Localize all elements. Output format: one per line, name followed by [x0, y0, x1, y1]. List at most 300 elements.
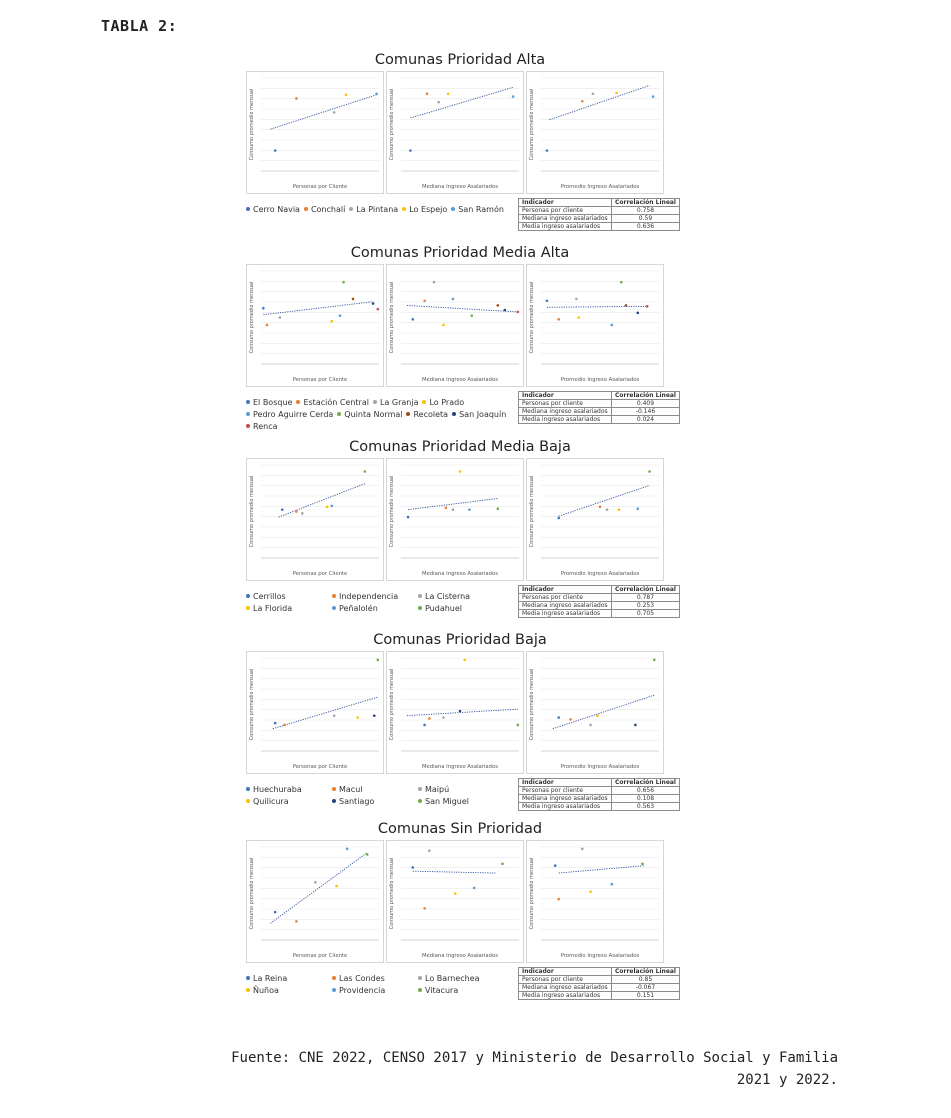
data-point	[581, 100, 584, 103]
data-point	[471, 314, 474, 317]
scatter-chart	[247, 72, 383, 193]
data-point	[636, 312, 639, 315]
legend-label: Pedro Aguirre Cerda	[253, 410, 334, 419]
data-point	[452, 508, 455, 511]
indicator-header: Indicador	[519, 586, 612, 594]
section-title: Comunas Prioridad Media Alta	[350, 245, 570, 261]
x-axis-label: Mediana Ingreso Asalariados	[421, 953, 499, 959]
y-axis-label: Consumo promedio mensual	[249, 281, 255, 354]
indicator-header: Indicador	[519, 392, 612, 400]
scatter-promedio-ingreso	[526, 458, 664, 581]
legend-label: Peñalolén	[339, 604, 378, 613]
data-point	[653, 659, 656, 662]
data-point	[606, 508, 609, 511]
data-point	[333, 111, 336, 114]
legend	[246, 973, 516, 997]
scatter-promedio-ingreso	[526, 71, 664, 194]
data-point	[473, 887, 476, 890]
legend-item	[349, 204, 398, 216]
data-point	[496, 304, 499, 307]
legend-item	[332, 591, 418, 603]
data-point	[554, 864, 557, 867]
y-axis-label: Consumo promedio mensual	[249, 668, 255, 741]
x-axis-label: Mediana Ingreso Asalariados	[421, 377, 499, 383]
legend-marker-icon	[332, 976, 336, 980]
legend-item	[451, 204, 504, 216]
legend-label: Lo Prado	[429, 398, 465, 407]
legend-item	[332, 985, 418, 997]
legend-item	[422, 397, 464, 409]
data-point	[452, 298, 455, 301]
data-point	[501, 862, 504, 865]
trendline	[410, 87, 513, 118]
scatter-mediana-ingreso	[386, 651, 524, 774]
y-axis-label: Consumo promedio mensual	[249, 857, 255, 930]
legend-item	[332, 784, 418, 796]
legend-label: Lo Barnechea	[425, 974, 480, 983]
legend-label: San Miguel	[425, 797, 470, 806]
legend	[246, 784, 516, 808]
correlation-value: 0.656	[611, 787, 679, 795]
legend-label: Conchalí	[310, 205, 346, 214]
correlation-value: 0.85	[611, 976, 679, 984]
legend-label: Quilicura	[253, 797, 289, 806]
legend-item	[332, 603, 418, 615]
data-point	[366, 853, 369, 856]
correlation-header: Correlación Lineal	[611, 586, 679, 594]
indicator-label: Media ingreso asalariados	[519, 223, 612, 231]
correlation-table	[518, 967, 680, 1000]
data-point	[546, 299, 549, 302]
legend-item	[246, 409, 333, 421]
legend-label: Renca	[253, 422, 278, 431]
x-axis-label: Personas por Cliente	[292, 953, 348, 959]
data-point	[279, 316, 282, 319]
indicator-label: Mediana ingreso asalariados	[519, 795, 612, 803]
legend-item	[246, 204, 300, 216]
data-point	[437, 101, 440, 104]
legend-label: Maipú	[425, 785, 450, 794]
data-point	[345, 93, 348, 96]
legend-label: El Bosque	[253, 398, 293, 407]
legend-marker-icon	[418, 988, 422, 992]
correlation-value: 0.636	[611, 223, 679, 231]
data-point	[333, 714, 336, 717]
legend-item	[246, 591, 332, 603]
legend-label: La Reina	[253, 974, 288, 983]
data-point	[356, 716, 359, 719]
x-axis-label: Mediana Ingreso Asalariados	[421, 764, 499, 770]
trendline	[408, 498, 498, 509]
legend-marker-icon	[246, 424, 250, 428]
data-point	[266, 324, 269, 327]
section-prioridad-media-baja	[240, 436, 680, 625]
trendline	[273, 697, 378, 729]
scatter-chart	[247, 459, 383, 580]
legend-label: Cerro Navia	[253, 205, 300, 214]
y-axis-label: Consumo promedio mensual	[389, 281, 395, 354]
data-point	[557, 716, 560, 719]
indicator-header: Indicador	[519, 199, 612, 207]
legend-marker-icon	[451, 207, 455, 211]
legend	[246, 591, 516, 615]
data-point	[428, 717, 431, 720]
scatter-mediana-ingreso	[386, 458, 524, 581]
data-point	[611, 883, 614, 886]
correlation-header: Correlación Lineal	[611, 968, 679, 976]
data-point	[364, 470, 367, 473]
legend-label: Lo Espejo	[409, 205, 448, 214]
section-sin-prioridad	[240, 818, 680, 1007]
legend-marker-icon	[349, 207, 353, 211]
data-point	[468, 508, 471, 511]
data-point	[496, 507, 499, 510]
scatter-promedio-ingreso	[526, 840, 664, 963]
x-axis-label: Personas por Cliente	[292, 571, 348, 577]
legend-marker-icon	[246, 799, 250, 803]
scatter-chart	[387, 652, 523, 773]
scatter-chart	[387, 841, 523, 962]
legend-marker-icon	[332, 606, 336, 610]
data-point	[634, 724, 637, 727]
trendline	[407, 709, 518, 716]
legend-marker-icon	[332, 799, 336, 803]
correlation-header: Correlación Lineal	[611, 392, 679, 400]
legend-item	[246, 397, 292, 409]
data-point	[589, 724, 592, 727]
legend-item	[418, 591, 504, 603]
data-point	[575, 298, 578, 301]
trendline	[270, 95, 376, 129]
legend-item	[332, 796, 418, 808]
correlation-value: -0.146	[611, 408, 679, 416]
trendline	[559, 866, 645, 873]
correlation-value: 0.253	[611, 602, 679, 610]
indicator-label: Mediana ingreso asalariados	[519, 984, 612, 992]
data-point	[423, 907, 426, 910]
data-point	[375, 93, 378, 96]
trendline	[407, 305, 518, 312]
legend-label: La Granja	[379, 398, 419, 407]
legend-item	[246, 421, 278, 433]
data-point	[274, 911, 277, 914]
scatter-chart	[387, 459, 523, 580]
scatter-chart	[387, 72, 523, 193]
table-heading: TABLA 2:	[101, 17, 178, 35]
legend-marker-icon	[246, 412, 250, 416]
legend-label: Independencia	[339, 592, 399, 601]
correlation-table	[518, 778, 680, 811]
indicator-label: Media ingreso asalariados	[519, 416, 612, 424]
scatter-chart	[527, 459, 663, 580]
correlation-value: 0.563	[611, 803, 679, 811]
legend-label: Huechuraba	[253, 785, 302, 794]
data-point	[569, 718, 572, 721]
legend-item	[246, 784, 332, 796]
trendline	[553, 695, 654, 728]
legend-item	[373, 397, 419, 409]
y-axis-label: Consumo promedio mensual	[389, 857, 395, 930]
data-point	[611, 324, 614, 327]
legend-item	[246, 603, 332, 615]
legend-label: Santiago	[339, 797, 375, 806]
data-point	[599, 506, 602, 509]
data-point	[274, 722, 277, 725]
legend-marker-icon	[246, 988, 250, 992]
y-axis-label: Consumo promedio mensual	[249, 88, 255, 161]
data-point	[646, 305, 649, 308]
legend-marker-icon	[422, 400, 426, 404]
scatter-mediana-ingreso	[386, 840, 524, 963]
data-point	[592, 93, 595, 96]
legend-marker-icon	[246, 606, 250, 610]
data-point	[314, 881, 317, 884]
legend-item	[246, 973, 332, 985]
legend-marker-icon	[246, 207, 250, 211]
data-point	[504, 309, 507, 312]
indicator-label: Personas por cliente	[519, 400, 612, 408]
y-axis-label: Consumo promedio mensual	[389, 88, 395, 161]
data-point	[335, 885, 338, 888]
data-point	[342, 281, 345, 284]
data-point	[447, 93, 450, 96]
correlation-value: 0.024	[611, 416, 679, 424]
scatter-mediana-ingreso	[386, 71, 524, 194]
data-point	[326, 506, 329, 509]
scatter-promedio-ingreso	[526, 264, 664, 387]
data-point	[409, 149, 412, 152]
data-point	[557, 898, 560, 901]
legend-item	[406, 409, 448, 421]
scatter-chart	[247, 265, 383, 386]
indicator-label: Mediana ingreso asalariados	[519, 215, 612, 223]
source-footnote	[0, 1047, 838, 1091]
data-point	[512, 95, 515, 98]
data-point	[641, 862, 644, 865]
legend-marker-icon	[246, 400, 250, 404]
correlation-table	[518, 585, 680, 618]
legend-marker-icon	[402, 207, 406, 211]
y-axis-label: Consumo promedio mensual	[529, 857, 535, 930]
data-point	[459, 710, 462, 713]
data-point	[339, 314, 342, 317]
legend-marker-icon	[418, 594, 422, 598]
data-point	[557, 517, 560, 520]
indicator-label: Mediana ingreso asalariados	[519, 408, 612, 416]
correlation-value: 0.705	[611, 610, 679, 618]
legend-marker-icon	[452, 412, 456, 416]
correlation-value: -0.067	[611, 984, 679, 992]
legend-marker-icon	[246, 594, 250, 598]
data-point	[445, 506, 448, 509]
legend-marker-icon	[332, 594, 336, 598]
legend-marker-icon	[373, 400, 377, 404]
data-point	[331, 505, 334, 508]
legend-label: Macul	[339, 785, 363, 794]
data-point	[652, 95, 655, 98]
indicator-label: Personas por cliente	[519, 207, 612, 215]
data-point	[346, 848, 349, 851]
correlation-value: 0.108	[611, 795, 679, 803]
scatter-chart	[527, 841, 663, 962]
x-axis-label: Promedio Ingreso Asalariados	[560, 571, 640, 577]
legend-label: Pudahuel	[425, 604, 463, 613]
section-title: Comunas Prioridad Baja	[373, 632, 547, 648]
trendline	[263, 302, 373, 315]
correlation-value: 0.59	[611, 215, 679, 223]
trendline	[559, 485, 650, 516]
data-point	[442, 716, 445, 719]
data-point	[412, 318, 415, 321]
legend-item	[337, 409, 402, 421]
scatter-chart	[527, 72, 663, 193]
scatter-chart	[247, 652, 383, 773]
data-point	[596, 714, 599, 717]
legend-item	[304, 204, 345, 216]
data-point	[407, 516, 410, 519]
y-axis-label: Consumo promedio mensual	[529, 668, 535, 741]
data-point	[546, 149, 549, 152]
data-point	[295, 97, 298, 100]
correlation-table	[518, 198, 680, 231]
legend-label: Quinta Normal	[344, 410, 403, 419]
scatter-chart	[247, 841, 383, 962]
legend-marker-icon	[337, 412, 341, 416]
x-axis-label: Mediana Ingreso Asalariados	[421, 184, 499, 190]
correlation-value: 0.758	[611, 207, 679, 215]
correlation-header: Correlación Lineal	[611, 199, 679, 207]
correlation-value: 0.409	[611, 400, 679, 408]
data-point	[557, 318, 560, 321]
data-point	[618, 508, 621, 511]
indicator-label: Media ingreso asalariados	[519, 992, 612, 1000]
legend-label: La Pintana	[356, 205, 399, 214]
legend-label: Ñuñoa	[253, 986, 279, 995]
data-point	[377, 308, 380, 311]
legend-label: Recoleta	[413, 410, 449, 419]
legend-label: Providencia	[339, 986, 386, 995]
x-axis-label: Personas por Cliente	[292, 184, 348, 190]
data-point	[283, 724, 286, 727]
indicator-label: Media ingreso asalariados	[519, 803, 612, 811]
legend-marker-icon	[304, 207, 308, 211]
scatter-plots	[240, 651, 680, 778]
section-prioridad-alta	[240, 49, 680, 238]
legend-label: Estación Central	[303, 398, 369, 407]
correlation-value: 0.151	[611, 992, 679, 1000]
section-title: Comunas Prioridad Alta	[374, 52, 546, 68]
legend-item	[418, 784, 504, 796]
source-line-1: Fuente: CNE 2022, CENSO 2017 y Ministerio de Desarrollo Social y Familia	[231, 1050, 838, 1066]
x-axis-label: Promedio Ingreso Asalariados	[560, 764, 640, 770]
scatter-chart	[387, 265, 523, 386]
x-axis-label: Personas por Cliente	[292, 377, 348, 383]
data-point	[463, 659, 466, 662]
indicator-label: Media ingreso asalariados	[519, 610, 612, 618]
indicator-label: Personas por cliente	[519, 594, 612, 602]
scatter-personas-por-cliente	[246, 651, 384, 774]
legend-marker-icon	[246, 976, 250, 980]
x-axis-label: Personas por Cliente	[292, 764, 348, 770]
data-point	[412, 866, 415, 869]
data-point	[581, 848, 584, 851]
data-point	[423, 724, 426, 727]
data-point	[423, 299, 426, 302]
scatter-chart	[527, 265, 663, 386]
indicator-label: Personas por cliente	[519, 976, 612, 984]
data-point	[372, 302, 375, 305]
legend-label: Vitacura	[425, 986, 459, 995]
trendline	[413, 871, 496, 873]
data-point	[620, 281, 623, 284]
section-title: Comunas Prioridad Media Baja	[349, 439, 571, 455]
data-point	[301, 512, 304, 515]
data-point	[636, 507, 639, 510]
legend-item	[418, 603, 504, 615]
trendline	[270, 853, 367, 924]
y-axis-label: Consumo promedio mensual	[389, 475, 395, 548]
data-point	[433, 281, 436, 284]
legend	[246, 397, 516, 433]
data-point	[615, 92, 618, 95]
data-point	[517, 311, 520, 314]
correlation-value: 0.787	[611, 594, 679, 602]
scatter-personas-por-cliente	[246, 458, 384, 581]
data-point	[274, 149, 277, 152]
indicator-label: Personas por cliente	[519, 787, 612, 795]
data-point	[426, 93, 429, 96]
data-point	[459, 470, 462, 473]
scatter-plots	[240, 840, 680, 967]
legend-marker-icon	[418, 606, 422, 610]
legend-marker-icon	[418, 799, 422, 803]
data-point	[517, 724, 520, 727]
x-axis-label: Mediana Ingreso Asalariados	[421, 571, 499, 577]
legend-label: San Joaquín	[459, 410, 507, 419]
legend-marker-icon	[406, 412, 410, 416]
scatter-plots	[240, 458, 680, 585]
data-point	[377, 659, 380, 662]
legend-item	[402, 204, 447, 216]
correlation-table	[518, 391, 680, 424]
indicator-label: Mediana ingreso asalariados	[519, 602, 612, 610]
data-point	[428, 849, 431, 852]
correlation-header: Correlación Lineal	[611, 779, 679, 787]
legend-item	[296, 397, 369, 409]
section-title: Comunas Sin Prioridad	[377, 821, 543, 837]
data-point	[295, 920, 298, 923]
x-axis-label: Promedio Ingreso Asalariados	[560, 377, 640, 383]
legend-marker-icon	[418, 976, 422, 980]
data-point	[589, 890, 592, 893]
legend-item	[418, 973, 504, 985]
legend	[246, 204, 516, 216]
scatter-promedio-ingreso	[526, 651, 664, 774]
data-point	[625, 304, 628, 307]
y-axis-label: Consumo promedio mensual	[529, 475, 535, 548]
section-prioridad-media-alta	[240, 242, 680, 431]
data-point	[295, 510, 298, 513]
scatter-mediana-ingreso	[386, 264, 524, 387]
legend-marker-icon	[246, 787, 250, 791]
trendline	[549, 85, 649, 119]
y-axis-label: Consumo promedio mensual	[529, 281, 535, 354]
data-point	[262, 307, 265, 310]
indicator-header: Indicador	[519, 968, 612, 976]
section-prioridad-baja	[240, 629, 680, 818]
legend-item	[418, 985, 504, 997]
legend-label: San Ramón	[458, 205, 504, 214]
